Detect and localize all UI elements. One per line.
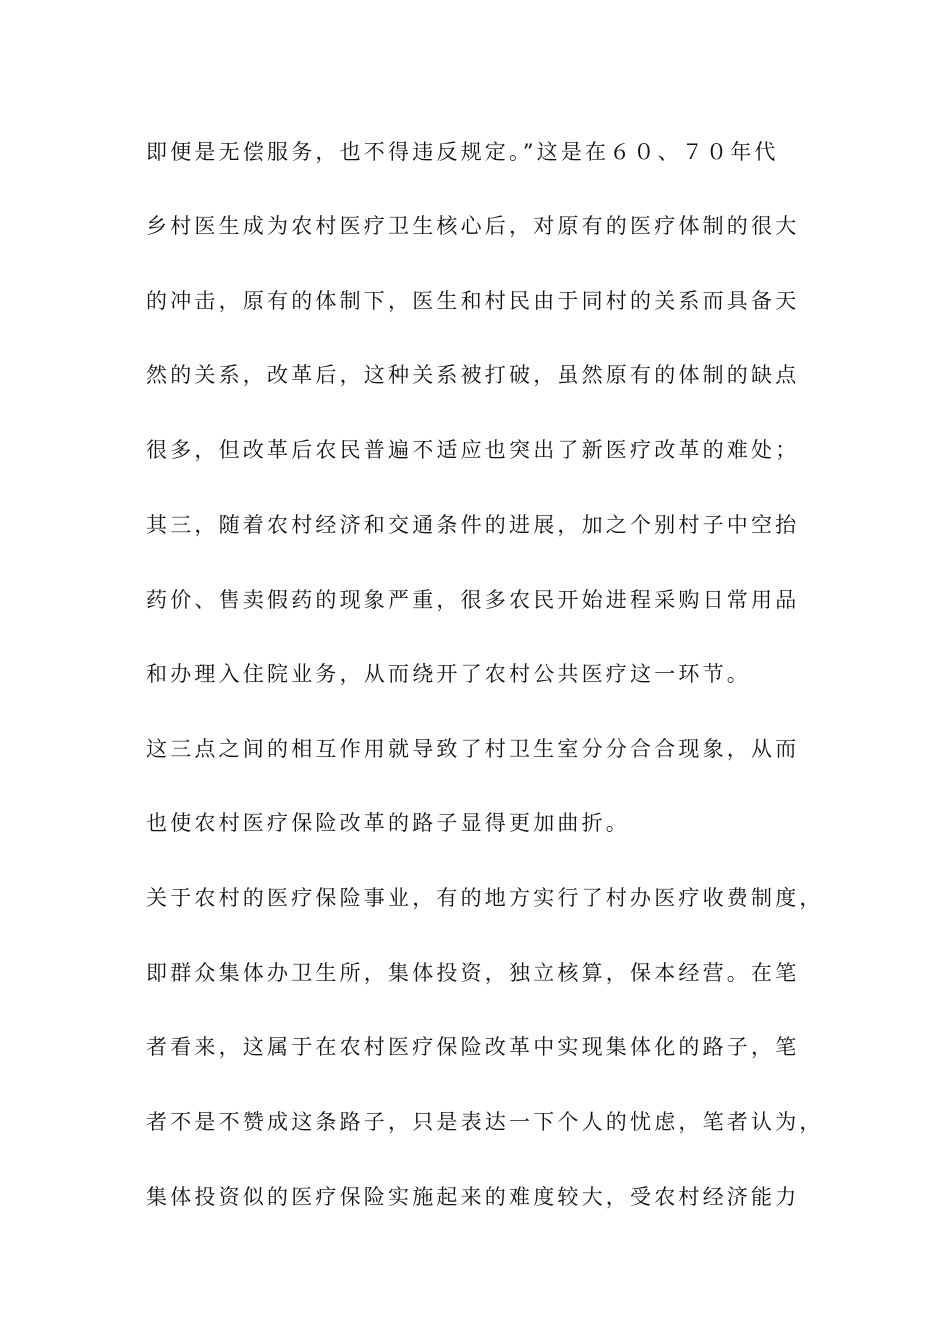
text-line: 其三，随着农村经济和交通条件的进展，加之个别村子中空抬 bbox=[146, 513, 800, 537]
text-line: 关于农村的医疗保险事业，有的地方实行了村办医疗收费制度， bbox=[146, 886, 824, 910]
text-line: 药价、售卖假药的现象严重，很多农民开始进程采购日常用品 bbox=[146, 588, 800, 612]
text-line: 集体投资似的医疗保险实施起来的难度较大，受农村经济能力 bbox=[146, 1185, 800, 1209]
text-line: 者看来，这属于在农村医疗保险改革中实现集体化的路子，笔 bbox=[146, 1035, 800, 1059]
text-line: 然的关系，改革后，这种关系被打破，虽然原有的体制的缺点 bbox=[146, 363, 800, 387]
text-line: 即群众集体办卫生所，集体投资，独立核算，保本经营。在笔 bbox=[146, 961, 800, 985]
text-line: 即便是无偿服务，也不得违反规定。”这是在６０、７０年代 bbox=[146, 140, 779, 164]
text-line: 也使农村医疗保险改革的路子显得更加曲折。 bbox=[146, 811, 630, 835]
text-line: 很多，但改革后农民普遍不适应也突出了新医疗改革的难处； bbox=[146, 438, 800, 462]
text-line: 的冲击，原有的体制下，医生和村民由于同村的关系而具备天 bbox=[146, 289, 800, 313]
text-line: 和办理入住院业务，从而绕开了农村公共医疗这一环节。 bbox=[146, 662, 751, 686]
text-line: 者不是不赞成这条路子，只是表达一下个人的忧虑，笔者认为， bbox=[146, 1110, 824, 1134]
text-line: 这三点之间的相互作用就导致了村卫生室分分合合现象，从而 bbox=[146, 737, 800, 761]
text-line: 乡村医生成为农村医疗卫生核心后，对原有的医疗体制的很大 bbox=[146, 214, 800, 238]
